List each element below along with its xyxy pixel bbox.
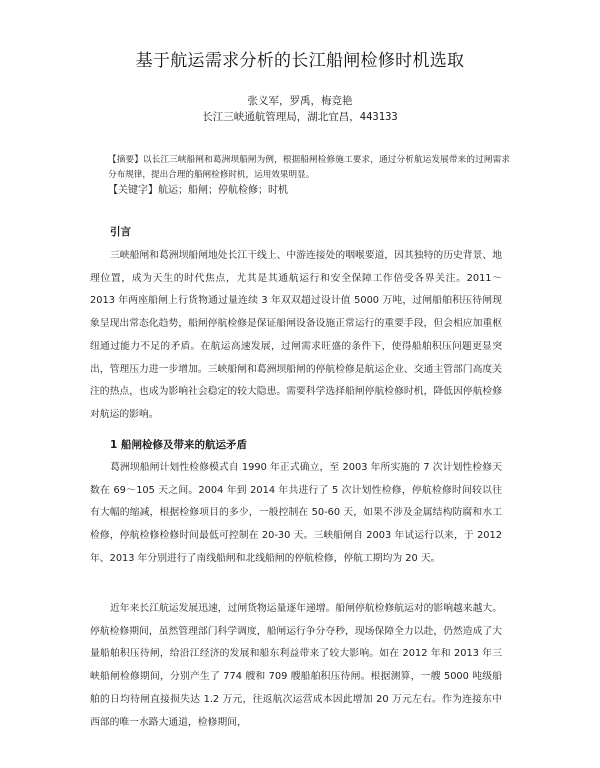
section1-paragraph-1: 葛洲坝船闸计划性检修模式自 1990 年正式确立，至 2003 年所实施的 7 次计划性检修天数在 69～105 天之间。2004 年到 2014 年共进行了 5 次计划性检修，停航检修时间较以往有大幅的缩减，根据检修项目的多少，一般控制在 50-60 天，如果不涉及金属结构防腐和水工检修，停航检修检修时间最低可控制在 20-30 天。三峡船闸自 2003 年试运行以来，于 2012 年、2013 年分别进行了南线船闸和北线船闸的停航检修，停航工期均为 20 天。 [90,462,502,564]
paper-authors: 张义军，罗禹，梅竞艳 [247,95,353,107]
paper-affiliation: 长江三峡通航管理局，湖北宜昌，443133 [202,111,398,123]
section-heading-1: 1 船闸检修及带来的航运矛盾 [110,439,247,451]
abstract-label: 【摘要】 [108,155,143,165]
keywords-label: 【关键字】 [108,185,158,196]
abstract-text: 以长江三峡船闸和葛洲坝船闸为例，根据船闸检修施工要求，通过分析航运发展带来的过闸需求分布规律，提出合理的船闸检修时机，运用效果明显。 [108,155,510,180]
keywords [108,181,510,196]
intro-paragraph: 三峡船闸和葛洲坝船闸地处长江干线上、中游连接处的咽喉要道，因其独特的历史背景、地理位置，成为天生的时代焦点，尤其是其通航运行和安全保障工作倍受各界关注。2011～2013 年两座船闸上行货物通过量连续 3 年双双超过设计值 5000 万吨，过闸船舶积压待闸现象呈现出常态化趋势，船闸停航检修是保证船闸设备设施正常运行的重要手段，但会相应加重枢纽通过能力不足的矛盾。在航运高速发展，过闸需求旺盛的条件下，使得船舶积压问题更显突出，管理压力进一步增加。三峡船闸和葛洲坝船闸的停航检修是航运企业、交通主管部门高度关注的热点，也成为影响社会稳定的较大隐患。需要科学选择船闸停航检修时机，降低因停航检修对航运的影响。 [90,250,502,420]
section1-paragraph-2: 近年来长江航运发展迅速，过闸货物运量逐年递增。船闸停航检修航运对的影响越来越大。停航检修期间，虽然管理部门科学调度，船闸运行争分夺秒，现场保障全力以赴，仍然造成了大量船舶积压待闸，给沿江经济的发展和船东利益带来了较大影响。如在 2012 年和 2013 年三峡船闸检修期间，分别产生了 774 艘和 709 艘船舶积压待闸。根据测算，一艘 5000 吨级船舶的日均待闸直接损失达 1.2 万元，往返航次运营成本因此增加 20 万元左右。作为连接东中西部的唯一水路大通道，检修期间， [90,603,502,728]
keywords-text: 航运；船闸；停航检修；时机 [158,185,288,196]
paper-title: 基于航运需求分析的长江船闸检修时机选取 [135,51,465,71]
section-heading-intro: 引言 [110,226,131,238]
abstract [108,153,510,183]
